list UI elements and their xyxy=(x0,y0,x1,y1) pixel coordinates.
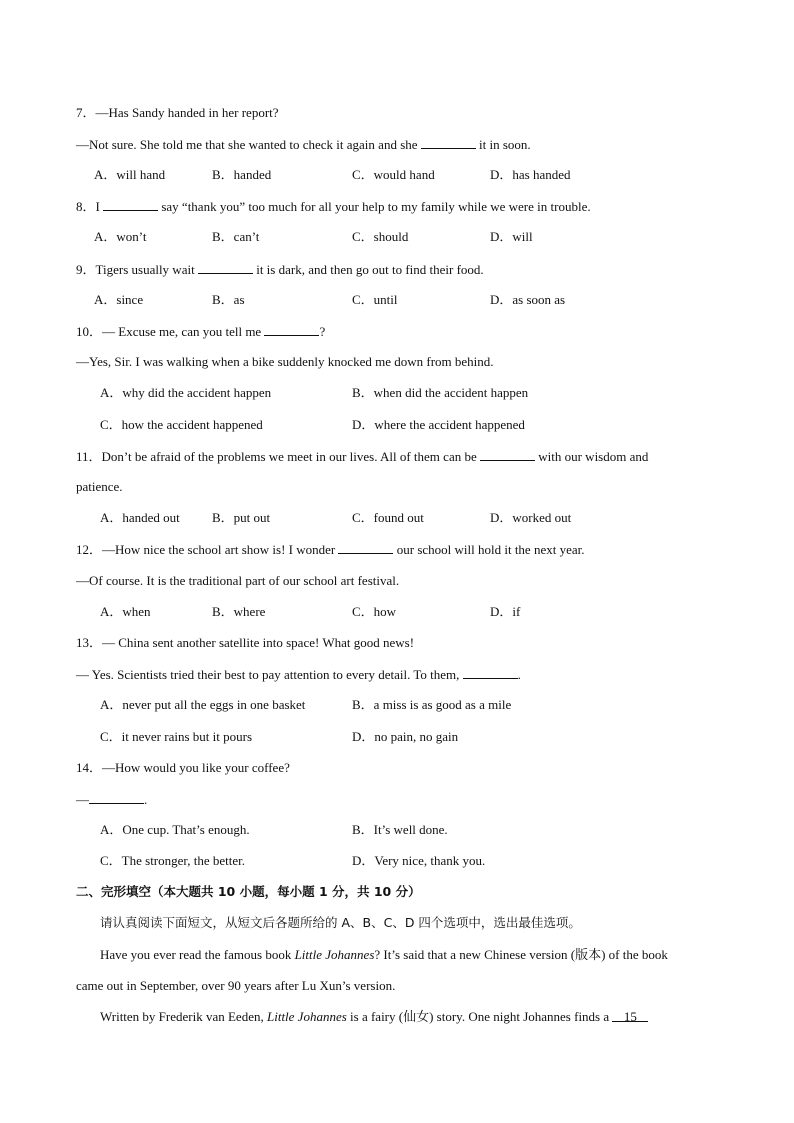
question-11-stem xyxy=(76,446,718,466)
option-a: A．One cup. That’s enough. xyxy=(100,822,250,837)
passage-text: ? It’s said that a new Chinese version (版本) of the book xyxy=(374,947,668,962)
question-11-text-b: with our wisdom and xyxy=(538,449,649,464)
question-13-stem xyxy=(76,633,718,653)
question-13-reply xyxy=(76,664,718,684)
question-13-options-row2 xyxy=(76,727,718,747)
question-10-options-row2 xyxy=(76,415,718,435)
option-b: B．a miss is as good as a mile xyxy=(352,697,512,712)
option-d: D．no pain, no gain xyxy=(352,729,459,744)
passage-text: Have you ever read the famous book xyxy=(100,947,292,962)
question-9-stem xyxy=(76,259,718,279)
option-d: D．Very nice, thank you. xyxy=(352,853,486,868)
question-12-text-a: 12．—How nice the school art show is! I wonder xyxy=(76,542,336,557)
answer-blank xyxy=(198,259,253,274)
option-c: C．should xyxy=(352,229,409,244)
question-12-text-b: our school will hold it the next year. xyxy=(396,542,585,557)
question-9-text-a: 9．Tigers usually wait xyxy=(76,262,195,277)
question-14-text: 14．—How would you like your coffee? xyxy=(76,760,290,775)
answer-blank xyxy=(264,321,319,336)
passage-paragraph-1-cont xyxy=(76,976,718,996)
question-11-options xyxy=(76,508,718,528)
question-8-options xyxy=(76,227,718,247)
passage-paragraph-2 xyxy=(100,1007,718,1027)
option-a: A．never put all the eggs in one basket xyxy=(100,697,306,712)
question-11-text-a: 11．Don’t be afraid of the problems we meet in our lives. All of them can be xyxy=(76,449,477,464)
question-11-text-c: patience. xyxy=(76,479,123,494)
question-7-options xyxy=(76,165,718,185)
question-10-reply-text: —Yes, Sir. I was walking when a bike suddenly knocked me down from behind. xyxy=(76,354,494,369)
question-12-reply-text: —Of course. It is the traditional part of our school art festival. xyxy=(76,573,400,588)
question-14-reply xyxy=(76,789,718,809)
option-c: C．found out xyxy=(352,510,424,525)
answer-blank xyxy=(480,446,535,461)
question-9-text-b: it is dark, and then go out to find their food. xyxy=(256,262,484,277)
question-9-options xyxy=(76,290,718,310)
answer-blank xyxy=(463,664,518,679)
question-10-text-b: ? xyxy=(319,324,326,339)
option-a: A．since xyxy=(94,292,144,307)
question-12-options xyxy=(76,602,718,622)
cloze-blank-15: 15 xyxy=(612,1007,648,1022)
question-8-text-b: say “thank you” too much for all your help to my family while we were in trouble. xyxy=(161,199,591,214)
option-a: A．when xyxy=(100,604,151,619)
question-7-stem xyxy=(76,103,718,123)
question-10-options-row1 xyxy=(76,383,718,403)
question-14-options-row1 xyxy=(76,820,718,840)
option-a: A．why did the accident happen xyxy=(100,385,272,400)
question-14-dash: — xyxy=(76,792,89,807)
option-b: B．as xyxy=(212,292,245,307)
option-b: B．It’s well done. xyxy=(352,822,448,837)
question-13-text: 13．— China sent another satellite into space! What good news! xyxy=(76,635,415,650)
passage-paragraph-1 xyxy=(100,945,718,965)
option-d: D．worked out xyxy=(490,510,572,525)
question-12-reply xyxy=(76,571,718,591)
question-7-reply-end: it in soon. xyxy=(479,137,531,152)
option-c: C．The stronger, the better. xyxy=(100,853,245,868)
option-c: C．would hand xyxy=(352,167,435,182)
answer-blank xyxy=(421,134,476,149)
book-title: Little Johannes xyxy=(266,1009,347,1024)
option-b: B．put out xyxy=(212,510,271,525)
option-a: A．won’t xyxy=(94,229,147,244)
question-7-text: 7．—Has Sandy handed in her report? xyxy=(76,105,279,120)
question-10-stem xyxy=(76,321,718,341)
section-instruction: 请认真阅读下面短文，从短文后各题所给的 A、B、C、D 四个选项中，选出最佳选项。 xyxy=(100,915,581,930)
answer-blank xyxy=(103,196,158,211)
passage-text: Written by Frederik van Eeden, xyxy=(100,1009,264,1024)
passage-text: came out in September, over 90 years after Lu Xun’s version. xyxy=(76,978,396,993)
option-a: A．handed out xyxy=(100,510,180,525)
question-8-text-a: 8．I xyxy=(76,199,100,214)
option-b: B．when did the accident happen xyxy=(352,385,529,400)
question-11-stem-cont xyxy=(76,477,718,497)
option-b: B．can’t xyxy=(212,229,260,244)
option-b: B．handed xyxy=(212,167,272,182)
passage-text: is a fairy (仙女) story. One night Johannes finds a xyxy=(350,1009,610,1024)
option-d: D．has handed xyxy=(490,167,571,182)
question-14-reply-end: . xyxy=(144,792,148,807)
question-14-stem xyxy=(76,758,718,778)
option-d: D．where the accident happened xyxy=(352,417,525,432)
question-14-options-row2 xyxy=(76,851,718,871)
option-b: B．where xyxy=(212,604,266,619)
option-d: D．if xyxy=(490,604,521,619)
option-c: C．it never rains but it pours xyxy=(100,729,253,744)
question-8-stem xyxy=(76,196,718,216)
option-c: C．until xyxy=(352,292,398,307)
answer-blank xyxy=(338,539,393,554)
question-7-reply xyxy=(76,134,718,154)
option-c: C．how the accident happened xyxy=(100,417,263,432)
question-13-reply-end: . xyxy=(517,667,521,682)
question-13-reply-text: — Yes. Scientists tried their best to pay attention to every detail. To them, xyxy=(76,667,460,682)
question-10-reply xyxy=(76,352,718,372)
option-c: C．how xyxy=(352,604,397,619)
answer-blank xyxy=(89,789,144,804)
section-heading: 二、完形填空（本大题共 10 小题，每小题 1 分，共 10 分） xyxy=(76,884,421,899)
option-d: D．as soon as xyxy=(490,292,566,307)
question-10-text-a: 10．— Excuse me, can you tell me xyxy=(76,324,262,339)
question-7-reply-text: —Not sure. She told me that she wanted to check it again and she xyxy=(76,137,418,152)
option-a: A．will hand xyxy=(94,167,166,182)
option-d: D．will xyxy=(490,229,533,244)
book-title: Little Johannes xyxy=(294,947,375,962)
question-12-stem xyxy=(76,539,718,559)
question-13-options-row1 xyxy=(76,695,718,715)
